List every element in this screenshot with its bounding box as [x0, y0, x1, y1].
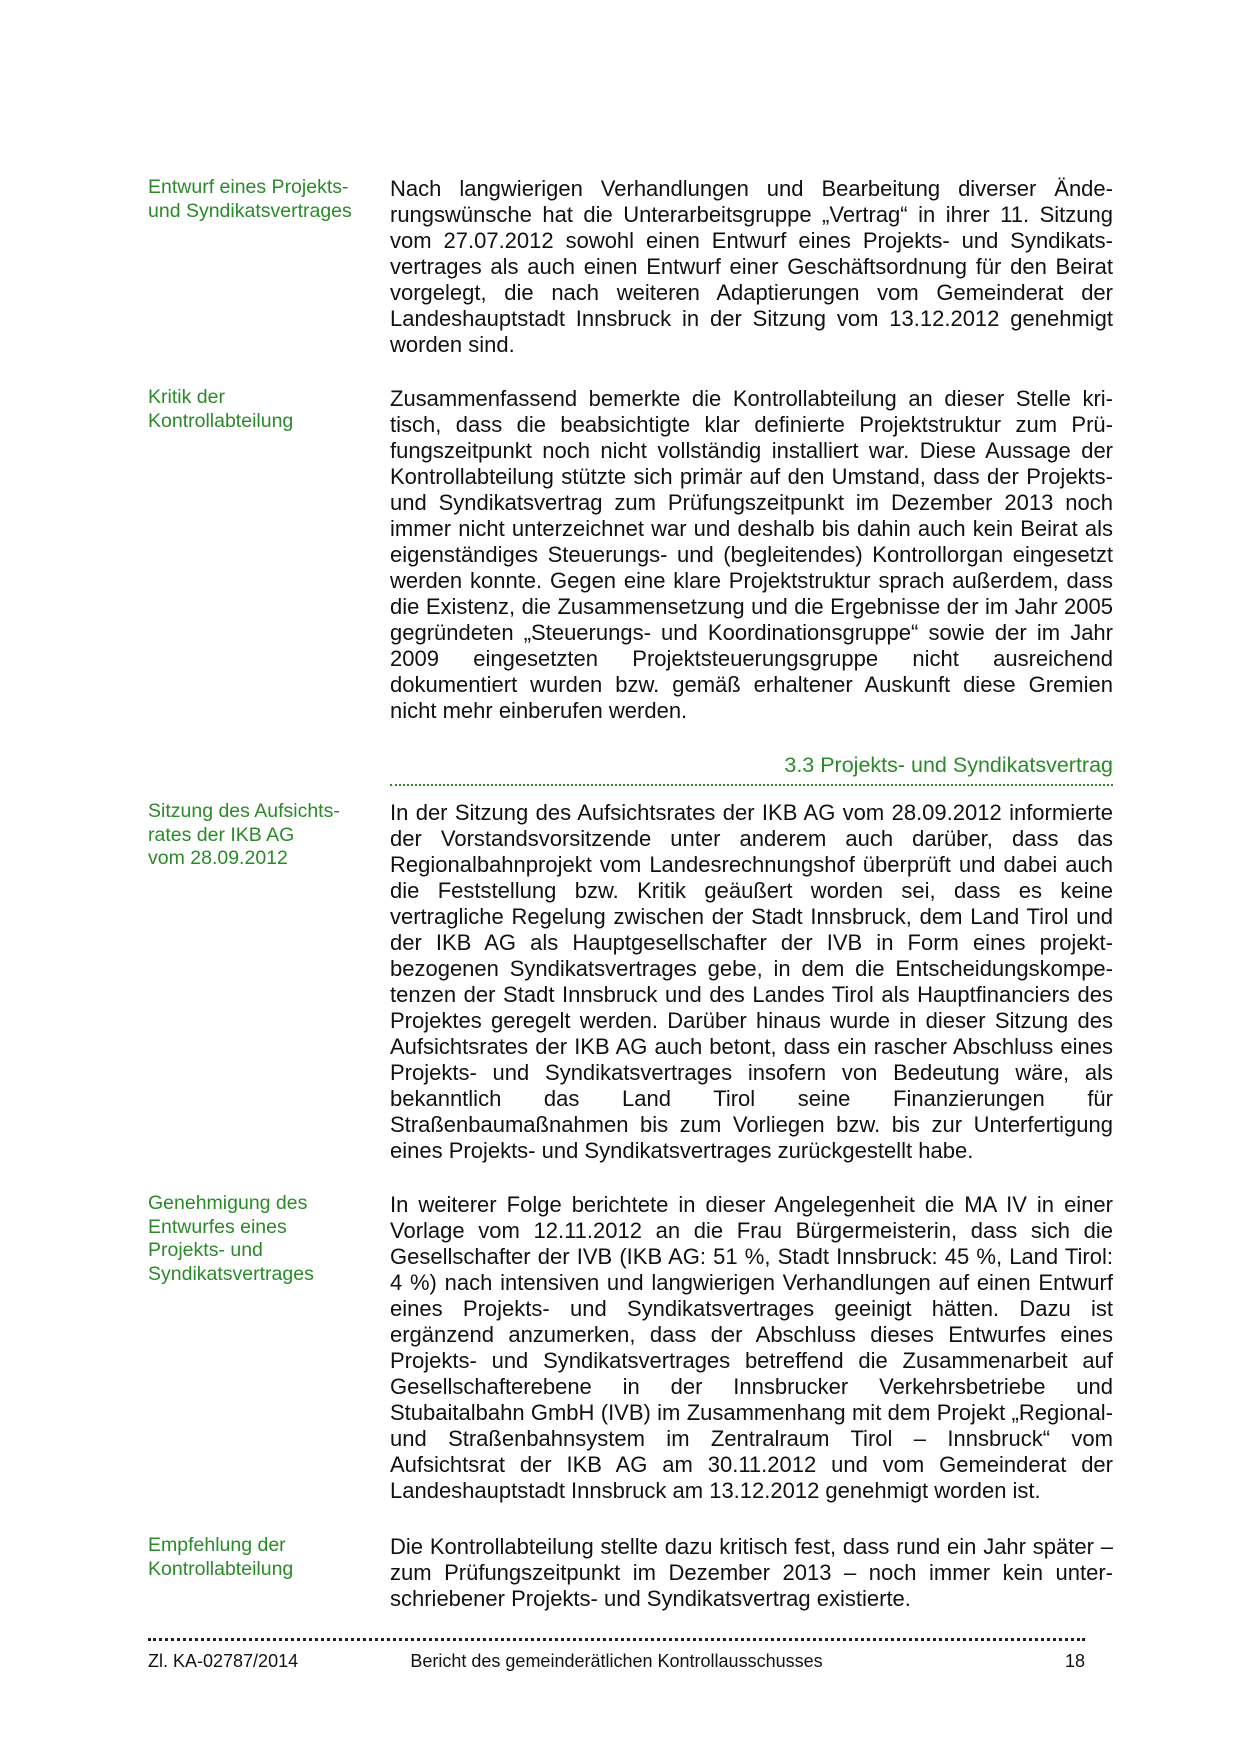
margin-note: Empfehlung der Kontrollabteilung — [148, 1534, 294, 1580]
margin-note: Sitzung des Aufsichts- rates der IKB AG vom 28.09.2012 — [148, 800, 340, 869]
paragraph-text: In weiterer Folge berichtete in dieser Angelegenheit die MA IV in einer Vorlage vom 12.11.2012 an die Frau Bürgermeisterin, dass sich die Gesellschafter der IVB (IKB AG: 51 %, Stadt Innsbruck: 45 %, Land Tirol: 4 %) nach intensiven und langwierigen Verhandlungen auf einen Entwurf eines Projekts- und Syndikatsvertrages geeinigt hätten. Dazu ist ergänzend anzumerken, dass der Abschluss dieses Entwurfes eines Projekts- und Syndikatsvertrages betreffend die Zusammenarbeit auf Gesellschafterebene in der Innsbrucker Verkehrsbetriebe und Stubaitalbahn GmbH (IVB) im Zusammenhang mit dem Projekt „Regional- und Straßenbahnsystem im Zentralraum Tirol – Innsbruck“ vom Aufsichtsrat der IKB AG am 30.11.2012 und vom Gemeinderat der Landeshauptstadt Innsbruck am 13.12.2012 genehmigt worden ist. — [390, 1192, 1113, 1503]
margin-note: Entwurf eines Projekts- und Syndikatsvertrages — [148, 176, 352, 222]
margin-note: Genehmigung des Entwurfes eines Projekts- und Syndikatsvertrages — [148, 1192, 314, 1285]
paragraph-text: Die Kontrollabteilung stellte dazu kritisch fest, dass rund ein Jahr später – zum Prüfungszeitpunkt im Dezember 2013 – noch immer kein unterschriebener Projekts- und Syndikatsvertrag existierte. — [390, 1534, 1113, 1611]
section-heading: 3.3 Projekts- und Syndikatsvertrag — [390, 752, 1113, 786]
footer-page-number: 18 — [1064, 1651, 1085, 1671]
footer-divider — [148, 1638, 1085, 1641]
footer-reference-number: Zl. KA-02787/2014 — [148, 1651, 299, 1671]
margin-note: Kritik der Kontrollabteilung — [148, 386, 294, 432]
footer-report-title: Bericht des gemeinderätlichen Kontrollausschusses — [410, 1651, 823, 1671]
paragraph-text: Nach langwierigen Verhandlungen und Bearbeitung diverser Änderungswünsche hat die Unterarbeitsgruppe „Vertrag“ in ihrer 11. Sitzung vom 27.07.2012 sowohl einen Entwurf eines Projekts- und Syndikatsvertrages als auch einen Entwurf einer Geschäftsordnung für den Beirat vorgelegt, die nach weiteren Adaptierungen vom Gemeinderat der Landeshauptstadt Innsbruck in der Sitzung vom 13.12.2012 genehmigt worden sind. — [390, 176, 1113, 357]
paragraph-text: Zusammenfassend bemerkte die Kontrollabteilung an dieser Stelle kritisch, dass die beabsichtigte klar definierte Projektstruktur zum Prüfungszeitpunkt noch nicht vollständig installiert war. Diese Aussage der Kontrollabteilung stützte sich primär auf den Umstand, dass der Projekts- und Syndikatsvertrag zum Prüfungszeitpunkt im Dezember 2013 noch immer nicht unterzeichnet war und deshalb bis dahin auch kein Beirat als eigenständiges Steuerungs- und (begleitendes) Kontrollorgan eingesetzt werden konnte. Gegen eine klare Projektstruktur sprach außerdem, dass die Existenz, die Zusammensetzung und die Ergebnisse der im Jahr 2005 gegründeten „Steuerungs- und Koordinationsgruppe“ sowie der im Jahr 2009 eingesetzten Projektsteuerungsgruppe nicht ausreichend dokumentiert wurden bzw. gemäß erhaltener Auskunft diese Gremien nicht mehr einberufen werden. — [390, 386, 1113, 723]
paragraph-text: In der Sitzung des Aufsichtsrates der IKB AG vom 28.09.2012 informierte der Vorstandsvorsitzende unter anderem auch darüber, dass das Regionalbahnprojekt vom Landesrechnungshof überprüft und dabei auch die Feststellung bzw. Kritik geäußert worden sei, dass es keine vertragliche Regelung zwischen der Stadt Innsbruck, dem Land Tirol und der IKB AG als Hauptgesellschafter der IVB in Form eines projektbezogenen Syndikatsvertrages gebe, in dem die Entscheidungskompetenzen der Stadt Innsbruck und des Landes Tirol als Hauptfinanciers des Projektes geregelt werden. Darüber hinaus wurde in dieser Sitzung des Aufsichtsrates der IKB AG auch betont, dass ein rascher Abschluss eines Projekts- und Syndikatsvertrages insofern von Bedeutung wäre, als bekanntlich das Land Tirol seine Finanzierungen für Straßenbaumaßnahmen bis zum Vorliegen bzw. bis zur Unterfertigung eines Projekts- und Syndikatsvertrages zurückgestellt habe. — [390, 800, 1113, 1163]
